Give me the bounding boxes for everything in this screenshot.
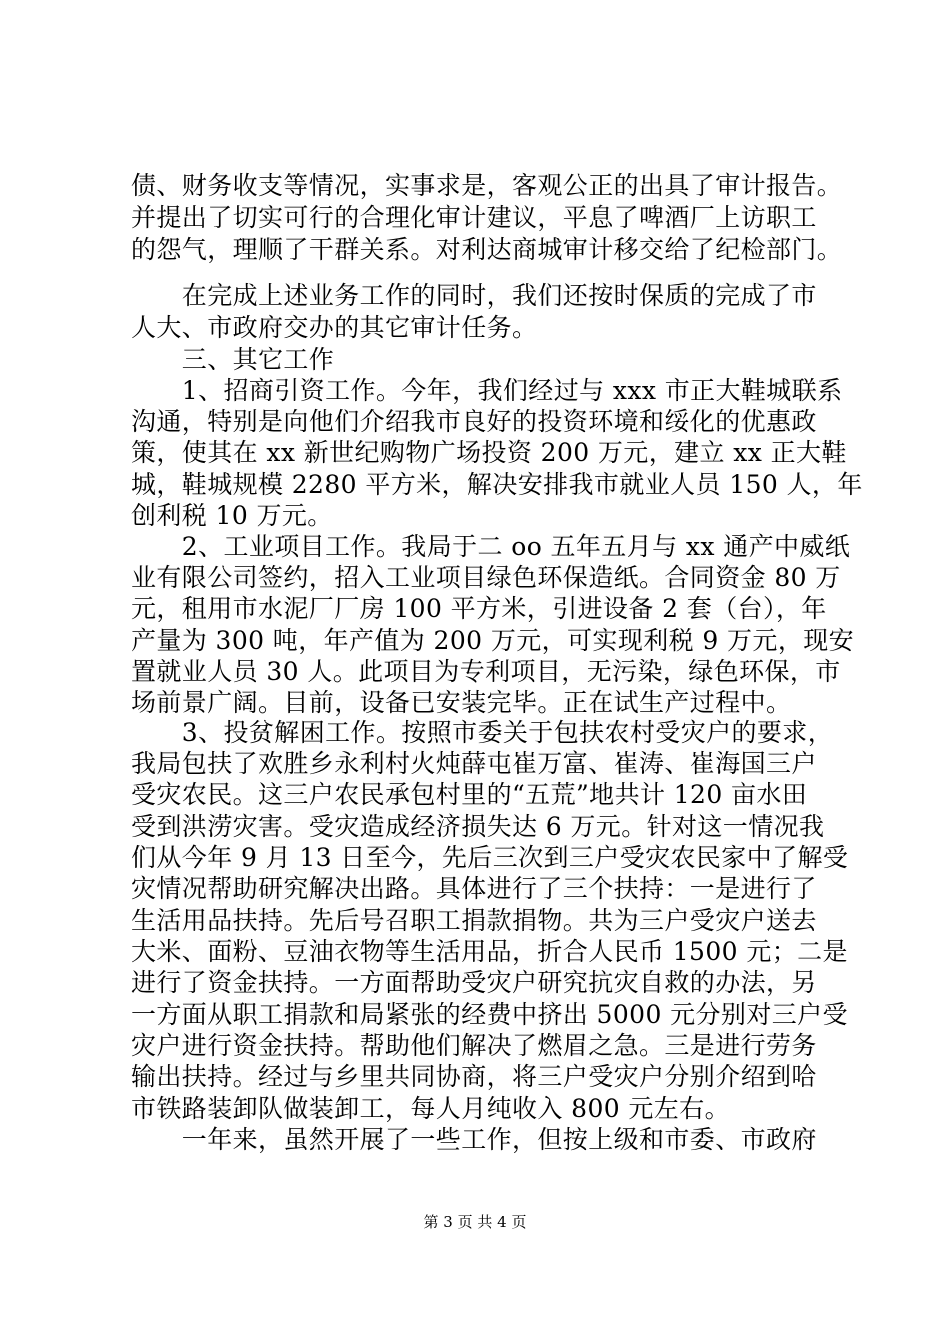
- paragraph-line: 受到洪涝灾害。受灾造成经济损失达 6 万元。针对这一情况我: [131, 812, 825, 841]
- paragraph-line: 灾户进行资金扶持。帮助他们解决了燃眉之急。三是进行劳务: [131, 1031, 817, 1060]
- paragraph-line: 受灾农民。这三户农民承包村里的“五荒”地共计 120 亩水田: [131, 780, 808, 809]
- paragraph-line: 2、工业项目工作。我局于二 oo 五年五月与 xx 通产中威纸: [131, 532, 851, 561]
- paragraph-line: 生活用品扶持。先后号召职工捐款捐物。共为三户受灾户送去: [131, 906, 817, 935]
- page-number-footer: 第 3 页 共 4 页: [423, 1213, 527, 1231]
- paragraph-line: 一年来，虽然开展了一些工作，但按上级和市委、市政府: [131, 1125, 817, 1154]
- paragraph-line: 产量为 300 吨，年产值为 200 万元，可实现利税 9 万元，现安: [131, 626, 855, 655]
- paragraph-line: 市铁路装卸队做装卸工，每人月纯收入 800 元左右。: [131, 1094, 731, 1123]
- paragraph-line: 城，鞋城规模 2280 平方米，解决安排我市就业人员 150 人，年: [131, 470, 863, 499]
- paragraph-line: 策，使其在 xx 新世纪购物广场投资 200 万元，建立 xx 正大鞋: [131, 438, 847, 467]
- paragraph-line: 债、财务收支等情况，实事求是，客观公正的出具了审计报告。: [131, 171, 843, 200]
- paragraph-line: 大米、面粉、豆油衣物等生活用品，折合人民币 1500 元；二是: [131, 937, 848, 966]
- paragraph-line: 1、招商引资工作。今年，我们经过与 xxx 市正大鞋城联系: [131, 376, 843, 405]
- paragraph-line: 场前景广阔。目前，设备已安装完毕。正在试生产过程中。: [131, 688, 792, 717]
- paragraph-line: 进行了资金扶持。一方面帮助受灾户研究抗灾自救的办法，另: [131, 968, 817, 997]
- paragraph-line: 元，租用市水泥厂厂房 100 平方米，引进设备 2 套（台），年: [131, 594, 827, 623]
- paragraph-line: 我局包扶了欢胜乡永利村火炖薛屯崔万富、崔涛、崔海国三户: [131, 749, 817, 778]
- paragraph-line: 的怨气，理顺了干群关系。对利达商城审计移交给了纪检部门。: [131, 235, 843, 264]
- paragraph-line: 在完成上述业务工作的同时，我们还按时保质的完成了市: [131, 281, 817, 310]
- paragraph-line: 人大、市政府交办的其它审计任务。: [131, 313, 538, 342]
- paragraph-line: 创利税 10 万元。: [131, 501, 333, 530]
- paragraph-line: 并提出了切实可行的合理化审计建议，平息了啤酒厂上访职工: [131, 203, 817, 232]
- paragraph-line: 灾情况帮助研究解决出路。具体进行了三个扶持：一是进行了: [131, 874, 817, 903]
- paragraph-line: 输出扶持。经过与乡里共同协商，将三户受灾户分别介绍到哈: [131, 1062, 817, 1091]
- paragraph-line: 业有限公司签约，招入工业项目绿色环保造纸。合同资金 80 万: [131, 563, 841, 592]
- paragraph-line: 一方面从职工捐款和局紧张的经费中挤出 5000 元分别对三户受: [131, 1000, 848, 1029]
- paragraph-line: 们从今年 9 月 13 日至今，先后三次到三户受灾农民家中了解受: [131, 843, 849, 872]
- paragraph-line: 3、投贫解困工作。按照市委关于包扶农村受灾户的要求，: [131, 718, 834, 747]
- paragraph-line: 沟通，特别是向他们介绍我市良好的投资环境和绥化的优惠政: [131, 407, 817, 436]
- section-heading: 三、其它工作: [131, 345, 335, 374]
- paragraph-line: 置就业人员 30 人。此项目为专利项目，无污染，绿色环保，市: [131, 657, 841, 686]
